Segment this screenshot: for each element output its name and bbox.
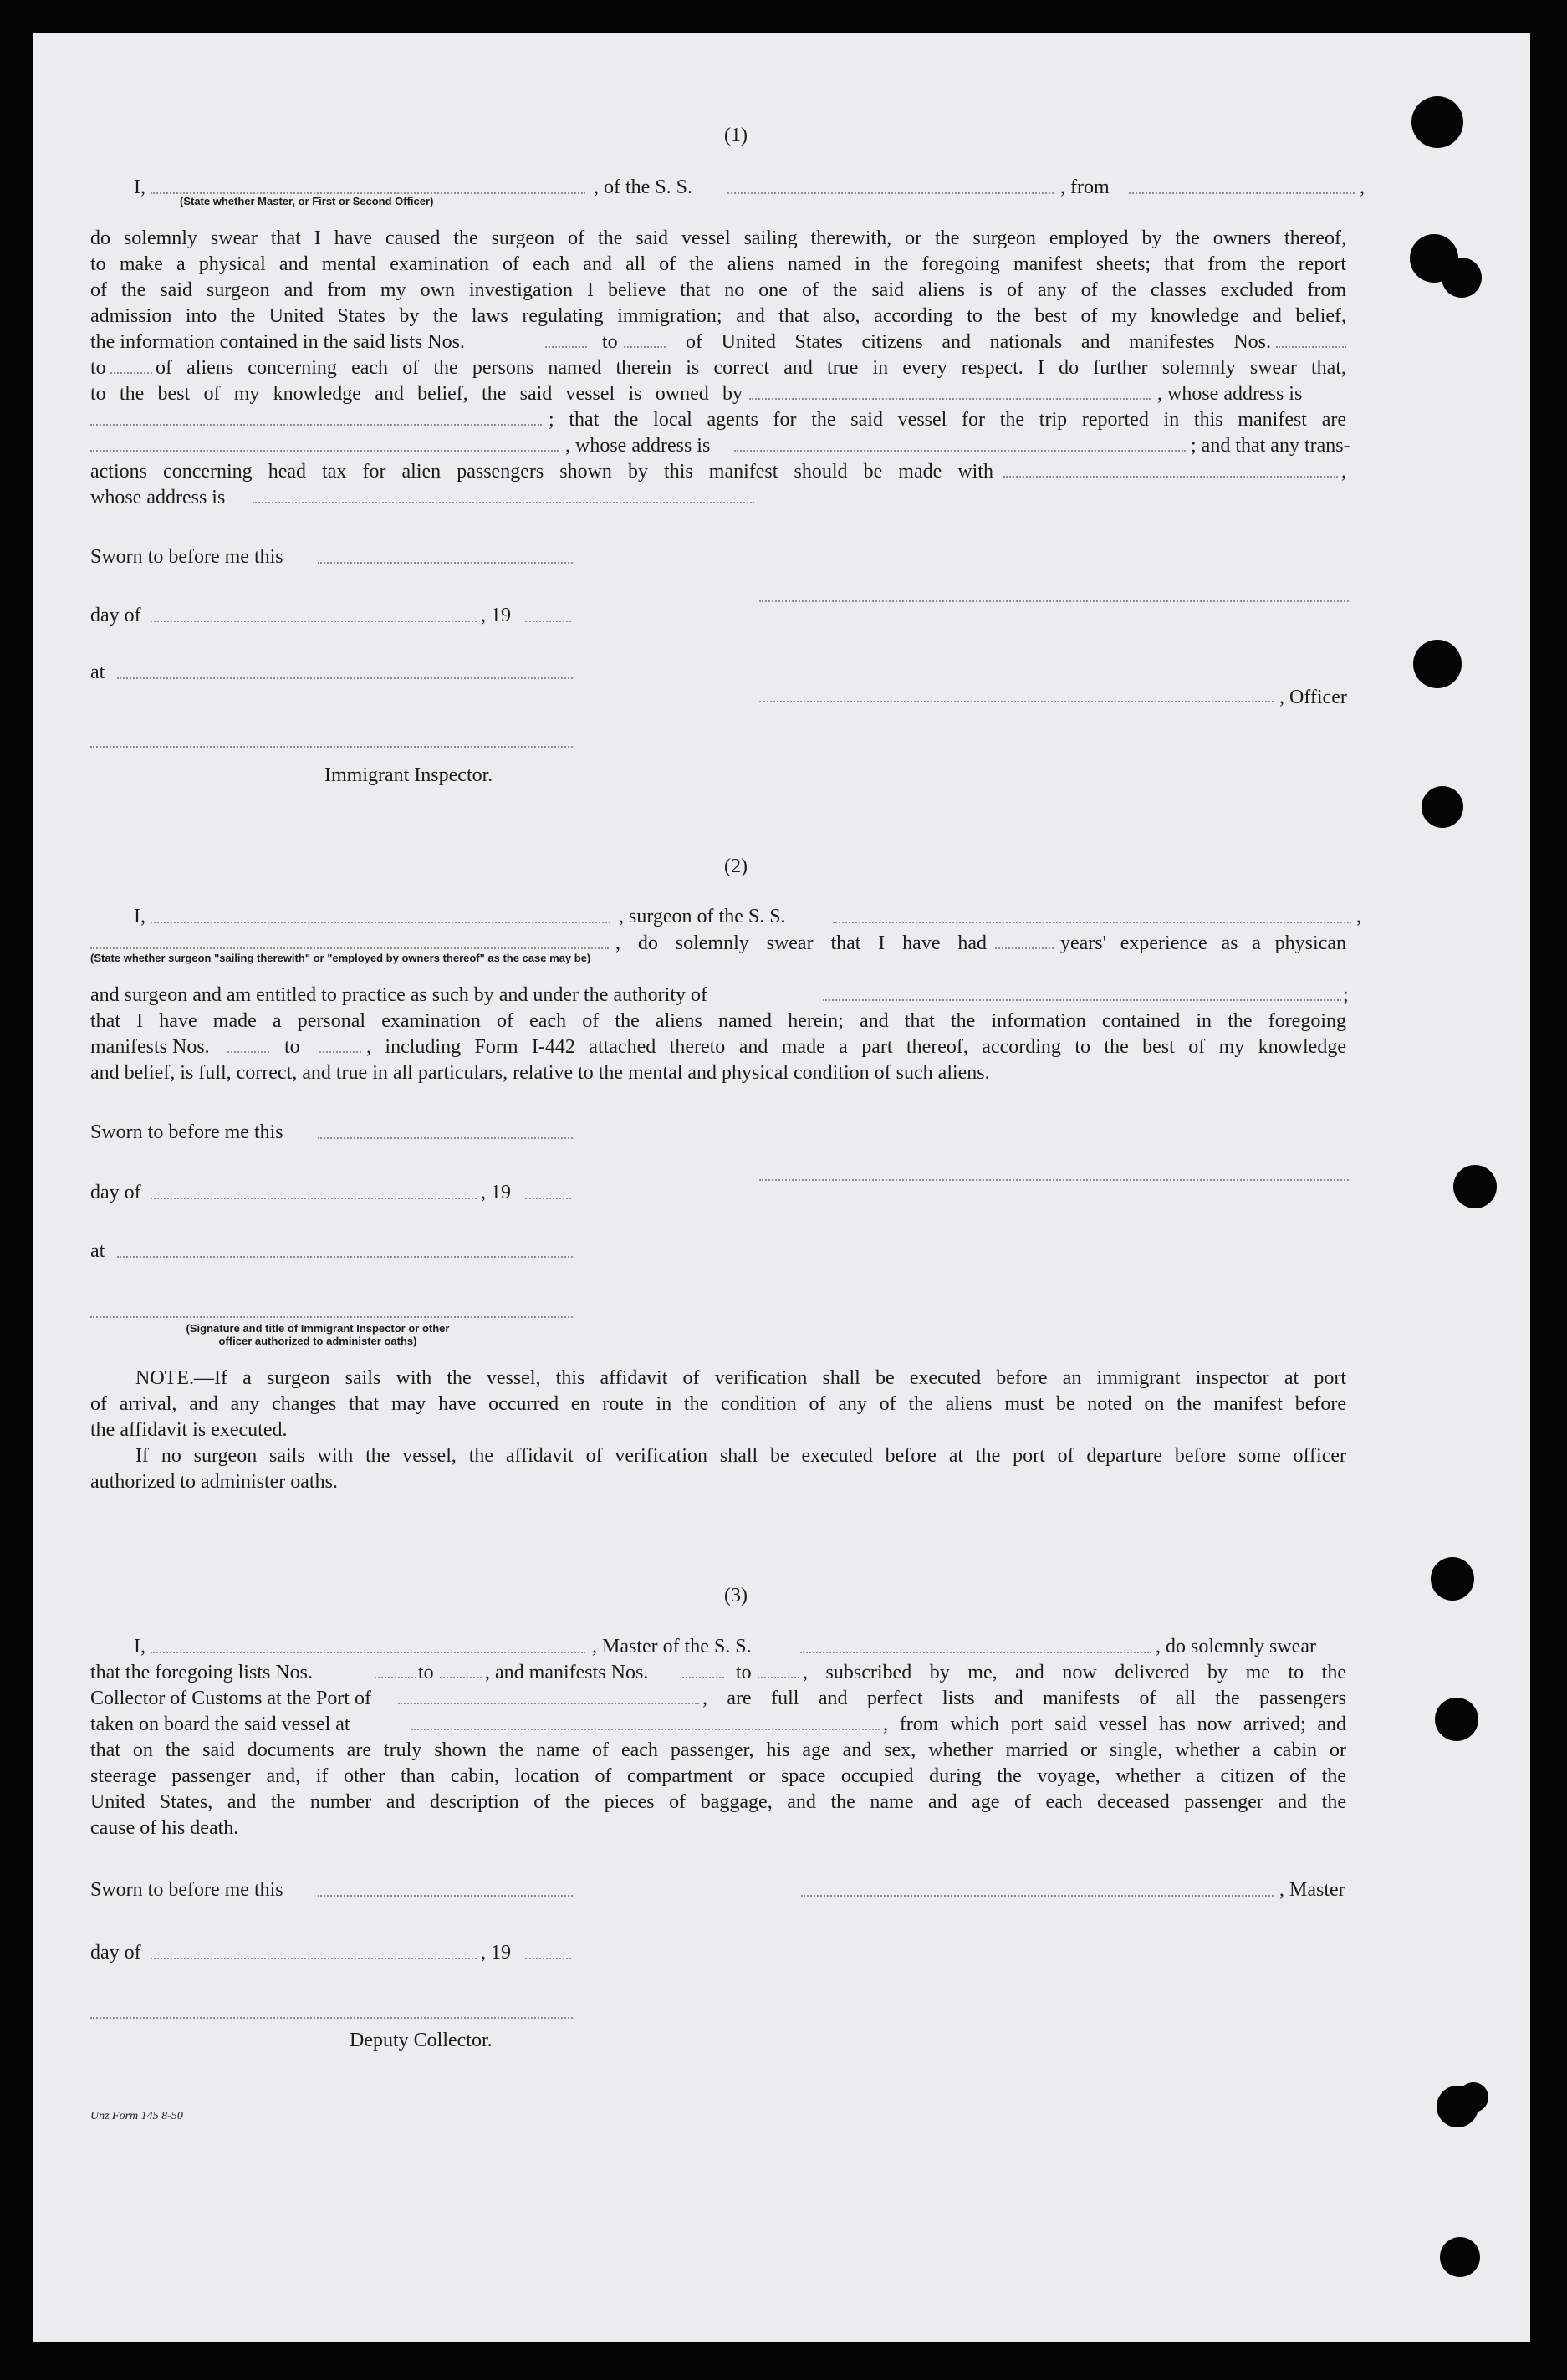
s1-paragraph-line-4: admission into the United States by the laws regulating immigration; and that also, according to the best of my knowledge and belief, [90, 306, 1346, 326]
s1-aliens-line: of aliens concerning each of the persons named therein is correct and true in every respect. I do further solemnly swear that, [156, 358, 1346, 378]
s1-sworn-label: Sworn to before me this [90, 546, 283, 568]
s3-manifests-label: , and manifests Nos. [485, 1662, 649, 1683]
section-3-number: (3) [724, 1585, 748, 1606]
s1-year-field[interactable] [525, 621, 571, 622]
s2-form-line: , including Form I-442 attached thereto and made a part thereof, according to the best of my knowledge [366, 1037, 1346, 1057]
s1-paragraph-line-2: to make a physical and mental examination of each and all of the aliens named in the foregoing manifest sheets; that from the report [90, 254, 1346, 274]
s1-signature-line[interactable] [759, 600, 1349, 602]
punch-hole-6 [1431, 1557, 1474, 1601]
s1-transactions-label: ; and that any trans- [1191, 435, 1350, 457]
s3-deputy-label: Deputy Collector. [350, 2030, 493, 2051]
s1-officer-note: (State whether Master, or First or Second Officer) [180, 195, 434, 207]
s2-signature-note-1: (Signature and title of Immigrant Inspector or other [186, 1322, 450, 1335]
s2-inspector-signature-line[interactable] [90, 1316, 573, 1318]
s3-paragraph-line-1: that on the said documents are truly shown the name of each passenger, his age and sex, whether married or single, whether a cabin or [90, 1740, 1346, 1760]
s1-from-field[interactable] [1129, 192, 1355, 194]
s1-sworn-field[interactable] [318, 562, 573, 564]
s2-surgeon-name-field[interactable] [151, 922, 610, 923]
s3-collector-signature-line[interactable] [90, 2017, 573, 2019]
s1-paragraph-line-1: do solemnly swear that I have caused the surgeon of the said vessel sailing therewith, or the surgeon employed by the owners thereof, [90, 228, 1346, 248]
s1-day-of-label: day of [90, 605, 141, 626]
punch-hole-7 [1435, 1698, 1478, 1741]
s2-comma: , [1356, 906, 1361, 927]
s3-sworn-field[interactable] [318, 1895, 573, 1897]
s1-lists-from-field[interactable] [545, 346, 587, 348]
punch-hole-1 [1411, 96, 1463, 148]
punch-hole-2b [1442, 258, 1482, 298]
s1-i-label: I, [134, 176, 145, 198]
s2-manifests-from-field[interactable] [227, 1051, 269, 1053]
form-sheet [33, 33, 1530, 2342]
s1-at-field[interactable] [117, 677, 573, 679]
section-2-number: (2) [724, 855, 748, 877]
s3-arrived-label: , from which port said vessel has now arrived; and [883, 1714, 1346, 1734]
s1-inspector-label: Immigrant Inspector. [324, 764, 493, 786]
s1-manifests-from-field[interactable] [1276, 346, 1346, 348]
s3-perfect-lists-label: , are full and perfect lists and manifests of all the passengers [702, 1688, 1346, 1708]
s2-signature-note-2: officer authorized to administer oaths) [218, 1335, 417, 1347]
s3-port-field[interactable] [398, 1703, 699, 1704]
s2-sworn-label: Sworn to before me this [90, 1121, 283, 1143]
s3-swear-label: , do solemnly swear [1156, 1636, 1316, 1657]
s3-year-field[interactable] [525, 1958, 571, 1959]
s1-agents-address-label: , whose address is [565, 435, 711, 457]
punch-hole-8b [1458, 2082, 1488, 2112]
s1-head-tax-field[interactable] [1003, 476, 1338, 478]
s1-of-ss-label: , of the S. S. [594, 176, 693, 198]
s1-manifests-to-field[interactable] [110, 372, 152, 374]
s1-lists-label: the information contained in the said lists Nos. [90, 331, 465, 353]
s3-year-label: , 19 [481, 1942, 511, 1964]
form-number: Unz Form 145 8-50 [90, 2110, 183, 2122]
s3-i-label: I, [134, 1636, 145, 1657]
s3-manifests-from-field[interactable] [682, 1677, 724, 1678]
s3-port-label: Collector of Customs at the Port of [90, 1688, 371, 1709]
s3-master-name-field[interactable] [151, 1652, 585, 1653]
s2-i-label: I, [134, 906, 145, 927]
s2-years-field[interactable] [995, 947, 1054, 949]
s2-sailing-field[interactable] [90, 947, 609, 949]
s1-vessel-field[interactable] [727, 192, 1054, 194]
s3-taken-on-label: taken on board the said vessel at [90, 1713, 350, 1735]
s2-manifests-to-label: to [284, 1036, 300, 1058]
s1-owner-address-field[interactable] [90, 424, 542, 426]
s1-citizens-label: of United States citizens and nationals and manifestes Nos. [686, 332, 1271, 352]
s2-note-line-1: NOTE.—If a surgeon sails with the vessel, this affidavit of verification shall be executed before an immigrant inspector at port [135, 1368, 1346, 1388]
s1-inspector-signature-line[interactable] [90, 746, 573, 748]
s1-manifests-to-label: to [90, 357, 106, 379]
s2-swear-label: , do solemnly swear that I have had [615, 933, 987, 953]
s1-at-label: at [90, 661, 105, 683]
s3-paragraph-line-3: United States, and the number and description of the pieces of baggage, and the name and age of each deceased passenger and the [90, 1792, 1346, 1812]
s3-sworn-label: Sworn to before me this [90, 1879, 283, 1901]
s1-from-label: , from [1060, 176, 1110, 198]
s2-authority-label: and surgeon and am entitled to practice as such by and under the authority of [90, 984, 707, 1006]
s1-owned-by-label: to the best of my knowledge and belief, the said vessel is owned by [90, 384, 743, 404]
s2-manifests-label: manifests Nos. [90, 1036, 210, 1058]
s3-lists-from-field[interactable] [375, 1677, 416, 1678]
s3-manifests-to-field[interactable] [758, 1677, 799, 1678]
s3-manifests-to-label: to [736, 1662, 752, 1683]
s2-note2-line-2: authorized to administer oaths. [90, 1471, 338, 1493]
s1-officer-field[interactable] [759, 701, 1274, 702]
s2-sworn-field[interactable] [318, 1137, 573, 1139]
s3-subscribed-label: , subscribed by me, and now delivered by me to the [803, 1662, 1346, 1683]
s2-belief-line: and belief, is full, correct, and true in all particulars, relative to the mental and physical condition of such aliens. [90, 1062, 990, 1084]
s3-vessel-field[interactable] [800, 1652, 1151, 1653]
s2-year-label: , 19 [481, 1182, 511, 1203]
s3-paragraph-line-4: cause of his death. [90, 1817, 239, 1839]
s2-experience-label: years' experience as a physican [1060, 933, 1346, 953]
s1-officer-label: , Officer [1279, 687, 1347, 708]
punch-hole-9 [1440, 2237, 1480, 2277]
s1-paragraph-line-3: of the said surgeon and from my own investigation I believe that no one of the said aliens is of any of the classes excluded from [90, 280, 1346, 300]
s1-agents-field[interactable] [90, 450, 559, 452]
s1-owner-field[interactable] [749, 398, 1151, 400]
s1-comma: , [1360, 176, 1365, 198]
s1-lists-to-label: to [602, 331, 618, 353]
s2-year-field[interactable] [525, 1198, 571, 1199]
s2-note-line-2: of arrival, and any changes that may have occurred en route in the condition of any of the aliens must be noted on the manifest before [90, 1394, 1346, 1414]
s2-surgeon-note: (State whether surgeon "sailing therewith" or "employed by owners thereof" as the case may be) [90, 952, 591, 964]
s1-day-field[interactable] [151, 621, 477, 622]
s2-authority-field[interactable] [823, 999, 1341, 1001]
s2-at-label: at [90, 1240, 105, 1262]
s3-master-signature-field[interactable] [801, 1895, 1274, 1897]
s2-semicolon: ; [1343, 984, 1349, 1006]
s1-agents-address-field[interactable] [734, 450, 1186, 452]
s2-at-field[interactable] [117, 1256, 573, 1258]
s2-manifests-to-field[interactable] [319, 1051, 361, 1053]
s2-day-field[interactable] [151, 1198, 477, 1199]
s2-note2-line-1: If no surgeon sails with the vessel, the affidavit of verification shall be executed before at the port of departure before some officer [135, 1446, 1346, 1466]
punch-hole-5 [1453, 1165, 1497, 1208]
s2-vessel-field[interactable] [833, 922, 1351, 923]
s3-master-of-label: , Master of the S. S. [592, 1636, 752, 1657]
s3-origin-port-field[interactable] [411, 1729, 880, 1730]
s2-signature-line[interactable] [759, 1179, 1349, 1181]
s2-examination-line: that I have made a personal examination of each of the aliens named herein; and that the information contained in the foregoing [90, 1011, 1346, 1031]
s2-surgeon-of-label: , surgeon of the S. S. [619, 906, 786, 927]
s1-local-agents-label: ; that the local agents for the said vessel for the trip reported in this manifest are [549, 410, 1346, 430]
s3-master-label: , Master [1279, 1879, 1345, 1901]
s1-owner-address-label: , whose address is [1157, 383, 1303, 405]
s1-year-label: , 19 [481, 605, 511, 626]
s1-officer-name-field[interactable] [151, 192, 585, 194]
s1-head-tax-address-field[interactable] [253, 502, 754, 503]
s2-day-of-label: day of [90, 1182, 141, 1203]
s1-whose-address-label: whose address is [90, 487, 226, 508]
s3-day-of-label: day of [90, 1942, 141, 1964]
s3-lists-to-field[interactable] [440, 1677, 482, 1678]
s3-lists-label: that the foregoing lists Nos. [90, 1662, 313, 1683]
punch-hole-3 [1413, 640, 1462, 688]
s3-paragraph-line-2: steerage passenger and, if other than cabin, location of compartment or space occupied during the voyage, whether a citizen of the [90, 1766, 1346, 1786]
s3-lists-to-label: to [418, 1662, 434, 1683]
s1-comma-2: , [1341, 461, 1346, 483]
s2-note-line-3: the affidavit is executed. [90, 1419, 288, 1441]
s1-lists-to-field[interactable] [624, 346, 666, 348]
s1-head-tax-label: actions concerning head tax for alien passengers shown by this manifest should be made with [90, 462, 993, 482]
section-1-number: (1) [724, 125, 748, 146]
s3-day-field[interactable] [151, 1958, 477, 1959]
punch-hole-4 [1422, 786, 1463, 828]
